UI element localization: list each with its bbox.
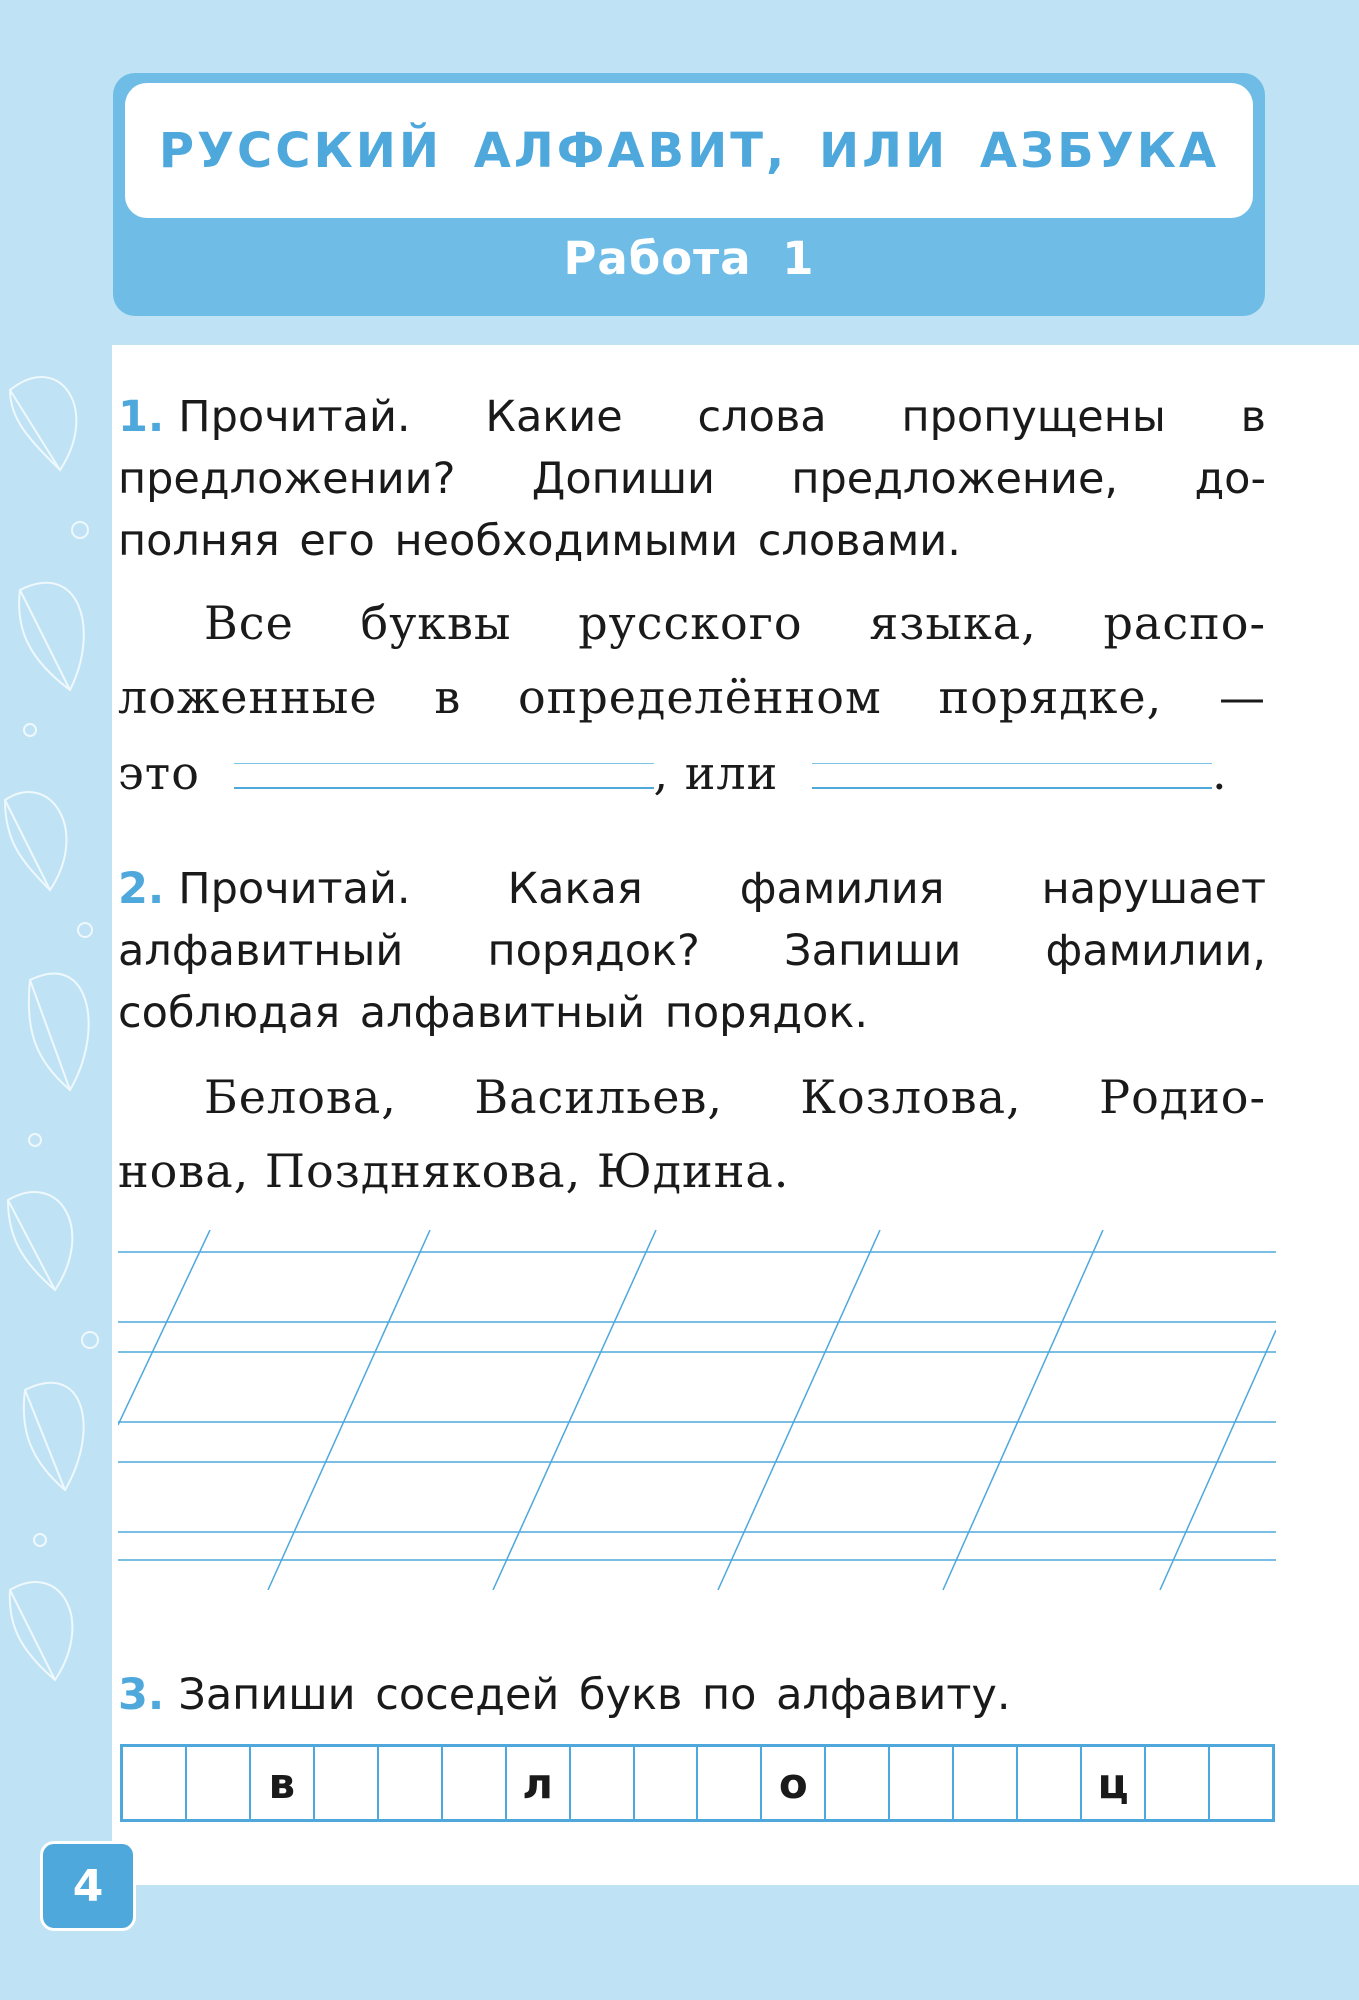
task1-sentence-line: ложенные в определённом порядке, —: [118, 670, 1266, 724]
letter-cell[interactable]: [1210, 1747, 1272, 1819]
letter-cell[interactable]: [1146, 1747, 1210, 1819]
page-number: 4: [40, 1841, 136, 1931]
task3-instruction-text: Запиши соседей букв по алфавиту.: [178, 1670, 1011, 1720]
task1-suffix: .: [1211, 746, 1228, 800]
leaf-pattern-decoration-icon: [0, 330, 112, 1890]
letter-cell[interactable]: [635, 1747, 699, 1819]
letter-cell: о: [762, 1747, 826, 1819]
letter-cell[interactable]: [123, 1747, 187, 1819]
letter-cell[interactable]: [890, 1747, 954, 1819]
handwriting-grid[interactable]: [118, 1230, 1276, 1590]
letter-cell[interactable]: [571, 1747, 635, 1819]
task2-number: 2.: [118, 864, 165, 914]
task1-sentence: [118, 586, 1266, 734]
task2-instruction-line: Прочитай. Какая фамилия нарушает: [178, 864, 1266, 914]
letter-cell[interactable]: [1018, 1747, 1082, 1819]
letter-cell: в: [251, 1747, 315, 1819]
letter-cell[interactable]: [379, 1747, 443, 1819]
task2-names-line: Белова, Васильев, Козлова, Родио-: [204, 1070, 1266, 1124]
task1-number: 1.: [118, 392, 165, 442]
task1-instruction-line: полняя его необходимыми словами.: [118, 516, 961, 566]
answer-blank-2[interactable]: [812, 757, 1212, 789]
page-background-bottom: [0, 1885, 1359, 2000]
task2-instruction-line: соблюдая алфавитный порядок.: [118, 988, 868, 1038]
task1-middle: , или: [653, 746, 779, 800]
task2-names-line: нова, Позднякова, Юдина.: [118, 1144, 790, 1198]
letter-cell[interactable]: [443, 1747, 507, 1819]
letter-cell: ц: [1082, 1747, 1146, 1819]
task3-number: 3.: [118, 1670, 165, 1720]
task1-instruction-line: Прочитай. Какие слова пропущены в: [178, 392, 1266, 442]
task1-instruction: [118, 386, 1266, 572]
alphabet-letter-row: [120, 1744, 1275, 1822]
task3-instruction: [118, 1664, 1266, 1726]
page-title: РУССКИЙ АЛФАВИТ, ИЛИ АЗБУКА: [158, 122, 1220, 179]
task2-instruction-line: алфавитный порядок? Запиши фамилии,: [118, 926, 1266, 976]
answer-blank-1[interactable]: [234, 757, 654, 789]
letter-cell[interactable]: [826, 1747, 890, 1819]
page-background-right: [1295, 0, 1359, 345]
task2-instruction: [118, 858, 1266, 1044]
task1-sentence-line: Все буквы русского языка, распо-: [204, 596, 1266, 650]
letter-cell[interactable]: [698, 1747, 762, 1819]
task1-instruction-line: предложении? Допиши предложение, до-: [118, 454, 1266, 504]
task1-fill-line: [118, 736, 1278, 810]
letter-cell[interactable]: [187, 1747, 251, 1819]
letter-cell[interactable]: [954, 1747, 1018, 1819]
header-title-box: [125, 83, 1253, 218]
task1-prefix: это: [118, 746, 200, 800]
work-subtitle: Работа 1: [563, 232, 815, 285]
task2-names: [118, 1060, 1266, 1208]
letter-cell: л: [507, 1747, 571, 1819]
letter-cell[interactable]: [315, 1747, 379, 1819]
